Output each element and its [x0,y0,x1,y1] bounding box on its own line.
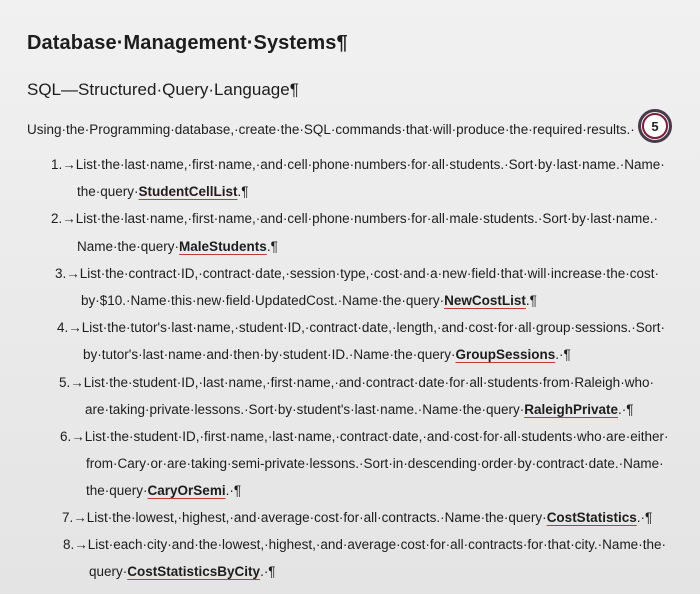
list-item-2-line-1: 2.→List·the·last·name,·first·name,·and·cell·phone·numbers·for·all·male·students.·Sort·by·last·name.· [51,211,658,226]
list-item-4-line-1: 4.→List·the·tutor's·last·name,·student·ID,·contract·date,·length,·and·cost·for·all·group·sessions.·Sort· [57,320,666,335]
list-item-6-line-2: from·Cary·or·are·taking·semi-private·lessons.·Sort·in·descending·order·by·contract·date.·Name· [86,456,664,471]
list-item-5-line-1: 5.→List·the·student·ID,·last·name,·first·name,·and·contract·date·for·all·students·from·Raleigh·who· [59,375,654,390]
query-name: CostStatistics [546,510,637,525]
document-title: Database·Management·Systems¶ [27,32,348,54]
list-item-8-line-1: 8.→List·each·city·and·the·lowest,·highest,·and·average·cost·for·all·contracts·for·that·city.·Name·the· [63,537,666,552]
list-item-1-line-1: 1.→List·the·last·name,·first·name,·and·cell·phone·numbers·for·all·students.·Sort·by·last·name.·Name· [51,157,665,172]
step-number-badge: 5 [642,113,668,139]
query-name: RaleighPrivate [524,402,619,417]
list-item-4-line-2: by·tutor's·last·name·and·then·by·student·ID.·Name·the·query·GroupSessions.·¶ [83,347,571,362]
query-name: CaryOrSemi [147,483,226,498]
list-item-3-line-2: by·$10.·Name·this·new·field·UpdatedCost.·Name·the·query·NewCostList.¶ [81,293,537,308]
query-name: CostStatisticsByCity [127,564,261,579]
list-item-5-line-2: are·taking·private·lessons.·Sort·by·student's·last·name.·Name·the·query·RaleighPrivate.·¶ [85,402,634,417]
query-name: StudentCellList [138,184,238,199]
document-subtitle: SQL—Structured·Query·Language¶ [27,80,299,99]
list-item-7-line-1: 7.→List·the·lowest,·highest,·and·average·cost·for·all·contracts.·Name·the·query·CostStatistics.·¶ [62,510,653,525]
list-item-2-line-2: Name·the·query·MaleStudents.¶ [77,239,278,254]
list-item-6-line-1: 6.→List·the·student·ID,·first·name,·last·name,·contract·date,·and·cost·for·all·students·who·are·either· [60,429,669,444]
list-item-1-line-2: the·query·StudentCellList.¶ [77,184,249,199]
list-item-3-line-1: 3.→List·the·contract·ID,·contract·date,·session·type,·cost·and·a·new·field·that·will·increase·the·cost· [55,266,659,281]
query-name: GroupSessions [455,347,556,362]
list-item-6-line-3: the·query·CaryOrSemi.·¶ [86,483,242,498]
list-item-8-line-2: query·CostStatisticsByCity.·¶ [89,564,276,579]
intro-paragraph: Using·the·Programming·database,·create·the·SQL·commands·that·will·produce·the·required·results.· [27,122,635,137]
query-name: NewCostList [444,293,526,308]
query-name: MaleStudents [179,239,267,254]
